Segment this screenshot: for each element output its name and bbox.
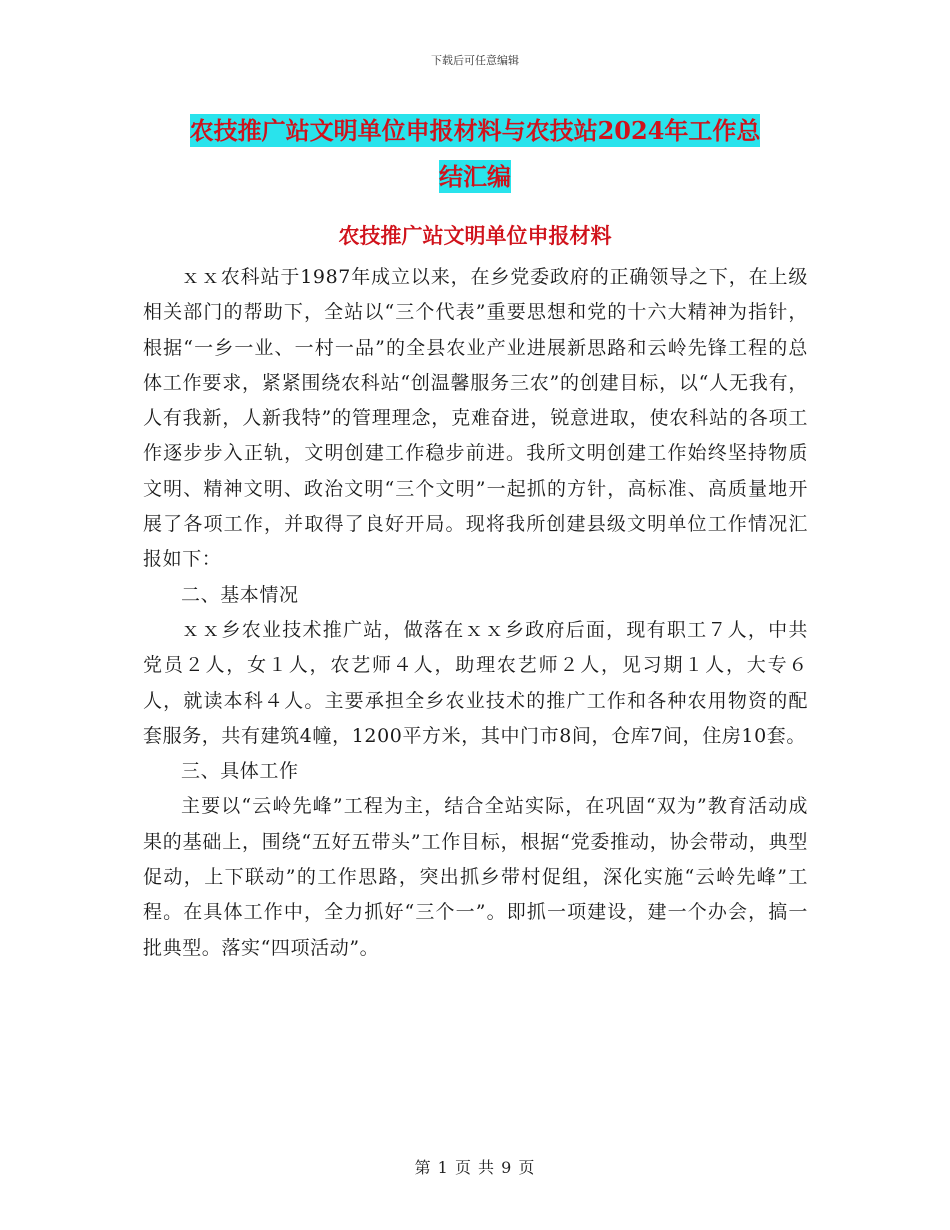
document-title <box>130 108 820 200</box>
document-body <box>143 260 808 966</box>
document-title-line-1: 农技推广站文明单位申报材料与农技站2024年工作总 <box>189 116 761 145</box>
page-header-note: 下载后可任意编辑 <box>431 54 519 67</box>
paragraph-specific-work: 主要以“云岭先峰”工程为主，结合全站实际，在巩固“双为”教育活动成果的基础上，围绕“五好五带头”工作目标，根据“党委推动，协会带动，典型促动，上下联动”的工作思路，突出抓乡带村促组，深化实施“云岭先峰”工程。在具体工作中，全力抓好“三个一”。即抓一项建设，建一个办会，搞一批典型。落实“四项活动”。 <box>143 795 808 959</box>
heading-basic-situation: 二、基本情况 <box>181 583 299 606</box>
page-number: 第 1 页 共 9 页 <box>414 1158 536 1177</box>
document-title-line-2: 结汇编 <box>439 162 511 191</box>
paragraph-basic-situation: ｘｘ乡农业技术推广站，做落在ｘｘ乡政府后面，现有职工７人，中共党员２人，女１人，农艺师４人，助理农艺师２人，见习期１人，大专６人，就读本科４人。主要承担全乡农业技术的推广工作和各种农用物资的配套服务，共有建筑4幢，1200平方米，其中门市8间，仓库7间，住房10套。 <box>143 618 808 747</box>
paragraph-intro: ｘｘ农科站于1987年成立以来，在乡党委政府的正确领导之下，在上级相关部门的帮助下，全站以“三个代表”重要思想和党的十六大精神为指针，根据“一乡一业、一村一品”的全县农业产业进展新思路和云岭先锋工程的总体工作要求，紧紧围绕农科站“创温馨服务三农”的创建目标，以“人无我有，人有我新，人新我特”的管理理念，克难奋进，锐意进取，使农科站的各项工作逐步步入正轨，文明创建工作稳步前进。我所文明创建工作始终坚持物质文明、精神文明、政治文明“三个文明”一起抓的方针，高标准、高质量地开展了各项工作，并取得了良好开局。现将我所创建县级文明单位工作情况汇报如下： <box>143 266 808 571</box>
section-title: 农技推广站文明单位申报材料 <box>338 223 612 248</box>
heading-specific-work: 三、具体工作 <box>181 760 299 783</box>
